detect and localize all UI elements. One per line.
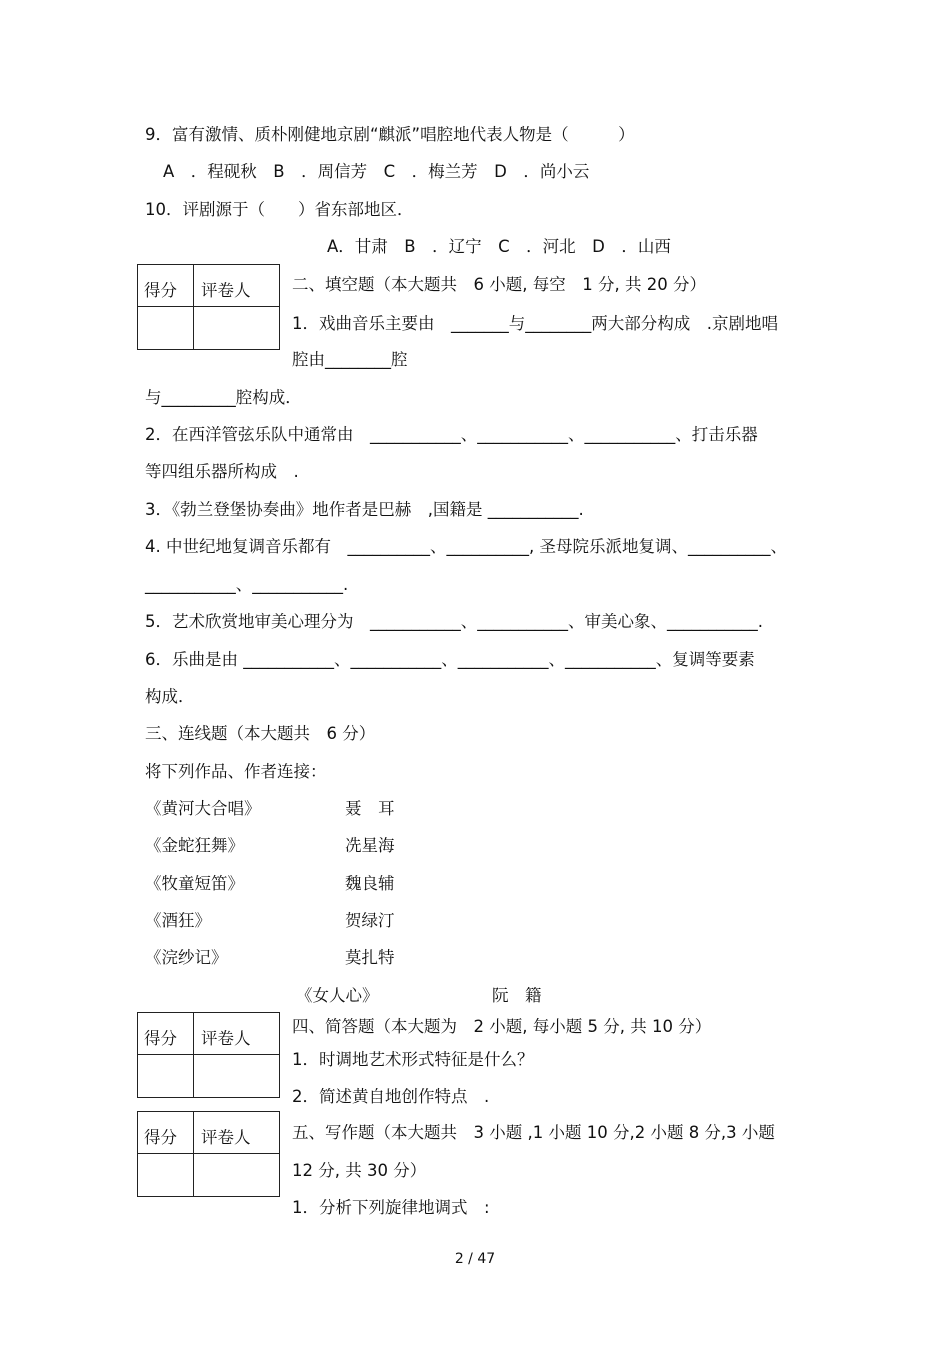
- section3-heading: 三、连线题（本大题共 6 分）: [145, 724, 376, 743]
- extra-work-item: 《女人心》: [296, 986, 379, 1005]
- s2-q6-line2: 构成．: [145, 687, 195, 706]
- score-table: [137, 264, 280, 350]
- q10-stem: 10．评剧源于（ ）省东部地区．: [145, 200, 414, 219]
- section5-heading-line2: 12 分, 共 30 分）: [292, 1161, 427, 1180]
- author-item: 贺绿汀: [345, 911, 395, 930]
- author-item: 魏良辅: [345, 874, 395, 893]
- s2-q5-line1: 5．艺术欣赏地审美心理分为 ___________、___________、审美心象、___________.: [145, 612, 763, 631]
- s5-q1: 1．分析下列旋律地调式 :: [292, 1198, 490, 1217]
- work-item: 《浣纱记》: [145, 948, 228, 967]
- author-item: 冼星海: [345, 836, 395, 855]
- section4-heading: 四、简答题（本大题为 2 小题, 每小题 5 分, 共 10 分）: [292, 1017, 712, 1036]
- extra-author-item: 阮 籍: [492, 986, 542, 1005]
- section2-heading: 二、填空题（本大题共 6 小题, 每空 1 分, 共 20 分）: [292, 275, 706, 294]
- s2-q1-line3: 与_________腔构成．: [145, 388, 302, 407]
- s2-q4-line2: ___________、___________.: [145, 575, 349, 594]
- work-item: 《酒狂》: [145, 911, 211, 930]
- score-label: 得分: [144, 281, 177, 300]
- score-table: [137, 1012, 280, 1098]
- s4-q1: 1．时调地艺术形式特征是什么？: [292, 1050, 534, 1069]
- s2-q3-line1: 3．《勃兰登堡协奏曲》地作者是巴赫 ,国籍是 ___________.: [145, 500, 584, 519]
- q9-stem: 9．富有激情、质朴刚健地京剧“麒派”唱腔地代表人物是（ ）: [145, 125, 635, 144]
- s2-q1-line1: 1．戏曲音乐主要由 _______与________两大部分构成 .京剧地唱: [292, 314, 778, 333]
- work-item: 《牧童短笛》: [145, 874, 244, 893]
- section3-instruction: 将下列作品、作者连接：: [145, 762, 327, 781]
- q10-options: A．甘肃 B ．辽宁 C ．河北 D ．山西: [327, 237, 671, 256]
- section5-heading-line1: 五、写作题（本大题共 3 小题 ,1 小题 10 分,2 小题 8 分,3 小题: [292, 1123, 775, 1142]
- score-label: 得分: [144, 1128, 177, 1147]
- grader-label: 评卷人: [201, 1128, 251, 1147]
- s2-q1-line2: 腔由________腔: [292, 350, 408, 369]
- author-item: 莫扎特: [345, 948, 395, 967]
- s2-q6-line1: 6．乐曲是由 ___________、___________、___________、___________、复调等要素: [145, 650, 755, 669]
- grader-label: 评卷人: [201, 1029, 251, 1048]
- page-number: 2 / 47: [454, 1251, 496, 1267]
- score-label: 得分: [144, 1029, 177, 1048]
- s4-q2: 2．简述黄自地创作特点 .: [292, 1087, 490, 1106]
- grader-label: 评卷人: [201, 281, 251, 300]
- s2-q2-line1: 2．在西洋管弦乐队中通常由 ___________、___________、___________、打击乐器: [145, 425, 758, 444]
- work-item: 《金蛇狂舞》: [145, 836, 244, 855]
- work-item: 《黄河大合唱》: [145, 799, 261, 818]
- s2-q2-line2: 等四组乐器所构成 .: [145, 462, 299, 481]
- score-table: [137, 1111, 280, 1197]
- q9-options: A ．程砚秋 B ．周信芳 C ．梅兰芳 D ．尚小云: [163, 162, 590, 181]
- s2-q4-line1: 4. 中世纪地复调音乐都有 __________、__________, 圣母院乐派地复调、__________、: [145, 537, 787, 556]
- author-item: 聂 耳: [345, 799, 395, 818]
